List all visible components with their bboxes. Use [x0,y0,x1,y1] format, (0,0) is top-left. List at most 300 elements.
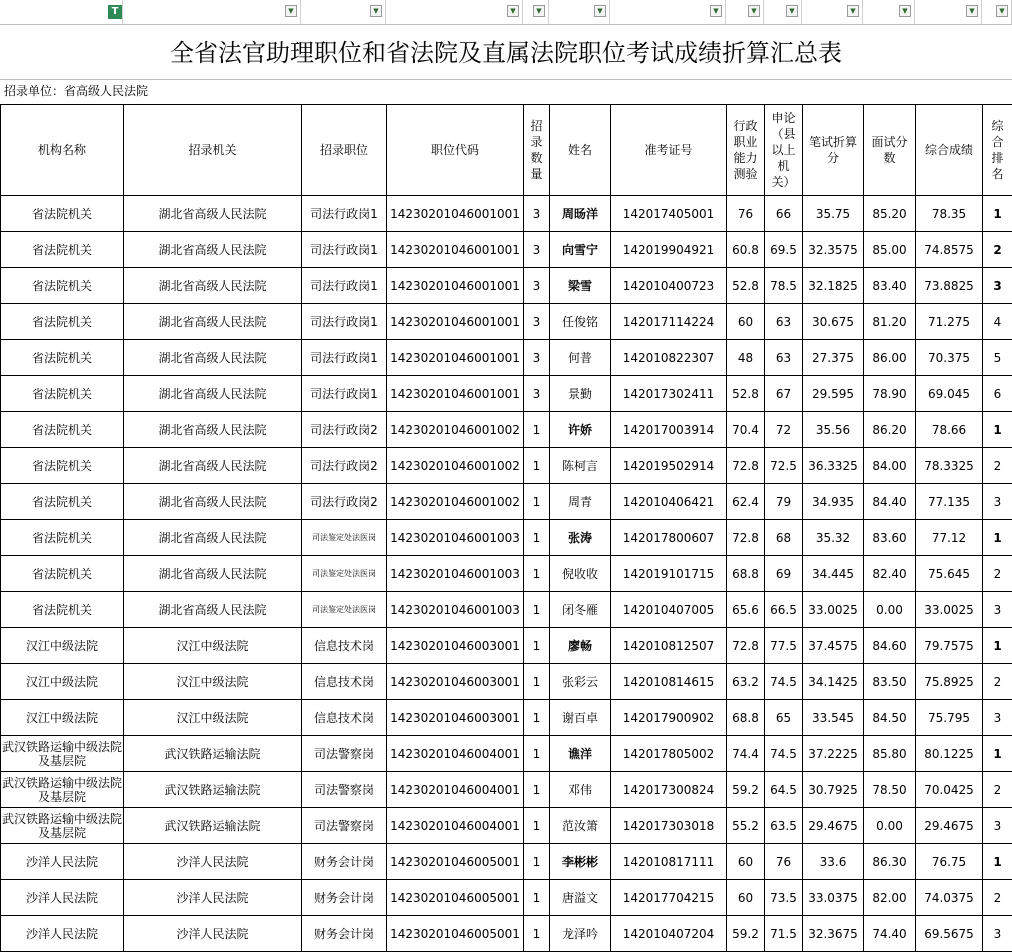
cell-written: 33.0025 [803,592,864,628]
sheet-title: 全省法官助理职位和省法院及直属法院职位考试成绩折算汇总表 [0,24,1012,80]
cell-org: 沙洋人民法院 [1,880,124,916]
cell-total: 75.8925 [916,664,983,700]
table-row [1,448,1012,484]
cell-agency: 湖北省高级人民法院 [124,592,302,628]
cell-interview: 84.40 [864,484,916,520]
cell-rank: 1 [983,844,1012,880]
cell-num: 1 [524,736,550,772]
cell-agency: 湖北省高级人民法院 [124,304,302,340]
cell-xz: 68.8 [727,700,765,736]
cell-xz: 62.4 [727,484,765,520]
cell-agency: 湖北省高级人民法院 [124,484,302,520]
cell-interview: 85.00 [864,232,916,268]
cell-num: 3 [524,304,550,340]
cell-position: 司法鉴定处法医岗 [302,592,387,628]
cell-total: 69.045 [916,376,983,412]
cell-xz: 48 [727,340,765,376]
table-row [1,664,1012,700]
filter-col-4 [386,0,523,24]
cell-org: 武汉铁路运输中级法院及基层院 [1,808,124,844]
cell-rank: 3 [983,700,1012,736]
cell-name: 周旸洋 [550,196,611,232]
score-table [0,104,1012,952]
cell-exam-id: 142017704215 [611,880,727,916]
cell-code: 14230201046004001 [387,736,524,772]
cell-exam-id: 142019101715 [611,556,727,592]
cell-num: 1 [524,880,550,916]
sheet-icon: T [108,5,122,19]
cell-interview: 78.50 [864,772,916,808]
cell-num: 3 [524,376,550,412]
cell-xz: 68.8 [727,556,765,592]
cell-rank: 1 [983,412,1012,448]
cell-org: 省法院机关 [1,484,124,520]
cell-code: 14230201046001002 [387,412,524,448]
cell-org: 省法院机关 [1,520,124,556]
cell-org: 武汉铁路运输中级法院及基层院 [1,736,124,772]
filter-dropdown-icon[interactable]: ▼ [710,5,722,17]
cell-xz: 52.8 [727,376,765,412]
cell-exam-id: 142017800607 [611,520,727,556]
cell-exam-id: 142019502914 [611,448,727,484]
cell-name: 倪收收 [550,556,611,592]
filter-col-5 [523,0,549,24]
cell-position: 司法行政岗2 [302,412,387,448]
cell-xz: 74.4 [727,736,765,772]
cell-num: 1 [524,520,550,556]
cell-code: 14230201046003001 [387,664,524,700]
filter-dropdown-icon[interactable]: ▼ [594,5,606,17]
filter-dropdown-icon[interactable]: ▼ [285,5,297,17]
filter-dropdown-icon[interactable]: ▼ [847,5,859,17]
cell-total: 71.275 [916,304,983,340]
cell-xz: 60 [727,304,765,340]
cell-exam-id: 142017900902 [611,700,727,736]
cell-position: 司法警察岗 [302,772,387,808]
cell-exam-id: 142010406421 [611,484,727,520]
cell-code: 14230201046001003 [387,592,524,628]
cell-org: 省法院机关 [1,196,124,232]
cell-xz: 72.8 [727,448,765,484]
cell-agency: 沙洋人民法院 [124,916,302,952]
cell-org: 沙洋人民法院 [1,844,124,880]
cell-num: 1 [524,808,550,844]
cell-code: 14230201046001003 [387,520,524,556]
cell-written: 33.6 [803,844,864,880]
cell-interview: 85.80 [864,736,916,772]
cell-rank: 3 [983,592,1012,628]
cell-exam-id: 142017405001 [611,196,727,232]
cell-agency: 武汉铁路运输法院 [124,772,302,808]
cell-position: 信息技术岗 [302,700,387,736]
table-row [1,772,1012,808]
cell-xz: 60 [727,880,765,916]
cell-code: 14230201046003001 [387,628,524,664]
table-row [1,484,1012,520]
cell-sl: 78.5 [765,268,803,304]
cell-agency: 湖北省高级人民法院 [124,232,302,268]
cell-num: 1 [524,772,550,808]
cell-interview: 83.50 [864,664,916,700]
cell-xz: 59.2 [727,916,765,952]
cell-written: 32.3675 [803,916,864,952]
cell-code: 14230201046005001 [387,844,524,880]
cell-sl: 66.5 [765,592,803,628]
cell-name: 范汝箫 [550,808,611,844]
cell-position: 财务会计岗 [302,916,387,952]
table-row [1,556,1012,592]
cell-org: 省法院机关 [1,448,124,484]
cell-total: 74.0375 [916,880,983,916]
table-row [1,520,1012,556]
cell-total: 78.66 [916,412,983,448]
column-header: 招 录 数 量 [524,105,550,196]
cell-sl: 73.5 [765,880,803,916]
cell-interview: 0.00 [864,592,916,628]
cell-num: 3 [524,268,550,304]
cell-agency: 武汉铁路运输法院 [124,808,302,844]
cell-name: 向雪宁 [550,232,611,268]
cell-exam-id: 142010407005 [611,592,727,628]
header-row [1,105,1012,196]
filter-dropdown-icon[interactable]: ▼ [786,5,798,17]
cell-num: 1 [524,664,550,700]
cell-sl: 63.5 [765,808,803,844]
cell-rank: 4 [983,304,1012,340]
cell-written: 29.4675 [803,808,864,844]
cell-written: 37.2225 [803,736,864,772]
cell-written: 36.3325 [803,448,864,484]
cell-position: 司法行政岗1 [302,376,387,412]
cell-rank: 1 [983,196,1012,232]
cell-org: 武汉铁路运输中级法院及基层院 [1,772,124,808]
cell-interview: 83.60 [864,520,916,556]
cell-sl: 69 [765,556,803,592]
cell-agency: 湖北省高级人民法院 [124,268,302,304]
cell-sl: 76 [765,844,803,880]
cell-position: 财务会计岗 [302,880,387,916]
cell-exam-id: 142010400723 [611,268,727,304]
filter-col-11 [863,0,915,24]
cell-sl: 66 [765,196,803,232]
cell-num: 3 [524,196,550,232]
cell-position: 司法行政岗1 [302,268,387,304]
filter-col-3 [301,0,386,24]
cell-rank: 3 [983,916,1012,952]
filter-col-1 [0,0,123,24]
cell-position: 司法行政岗1 [302,232,387,268]
cell-sl: 69.5 [765,232,803,268]
cell-interview: 74.40 [864,916,916,952]
cell-total: 75.795 [916,700,983,736]
cell-interview: 78.90 [864,376,916,412]
cell-rank: 1 [983,628,1012,664]
cell-code: 14230201046004001 [387,808,524,844]
cell-name: 景勤 [550,376,611,412]
cell-sl: 67 [765,376,803,412]
cell-org: 省法院机关 [1,556,124,592]
cell-exam-id: 142010814615 [611,664,727,700]
cell-sl: 72.5 [765,448,803,484]
table-row [1,232,1012,268]
cell-code: 14230201046005001 [387,916,524,952]
cell-position: 司法行政岗1 [302,196,387,232]
cell-code: 14230201046004001 [387,772,524,808]
cell-org: 省法院机关 [1,340,124,376]
cell-interview: 0.00 [864,808,916,844]
cell-exam-id: 142017302411 [611,376,727,412]
cell-total: 78.35 [916,196,983,232]
cell-total: 77.12 [916,520,983,556]
cell-num: 1 [524,844,550,880]
filter-col-7 [610,0,726,24]
cell-sl: 72 [765,412,803,448]
cell-code: 14230201046001001 [387,376,524,412]
cell-num: 1 [524,412,550,448]
cell-written: 34.1425 [803,664,864,700]
cell-written: 30.675 [803,304,864,340]
cell-sl: 63 [765,340,803,376]
cell-exam-id: 142010407204 [611,916,727,952]
table-row [1,880,1012,916]
cell-num: 3 [524,232,550,268]
cell-name: 李彬彬 [550,844,611,880]
cell-interview: 86.30 [864,844,916,880]
unit-label: 招录单位：省高级人民法院 [4,84,149,98]
cell-code: 14230201046001002 [387,484,524,520]
filter-dropdown-icon[interactable]: ▼ [996,5,1008,17]
cell-rank: 1 [983,520,1012,556]
cell-exam-id: 142010822307 [611,340,727,376]
cell-sl: 63 [765,304,803,340]
cell-total: 76.75 [916,844,983,880]
cell-name: 周青 [550,484,611,520]
cell-org: 省法院机关 [1,268,124,304]
table-row [1,268,1012,304]
cell-num: 1 [524,700,550,736]
cell-xz: 72.8 [727,520,765,556]
cell-name: 闭冬雁 [550,592,611,628]
cell-agency: 沙洋人民法院 [124,880,302,916]
cell-org: 省法院机关 [1,412,124,448]
table-body [1,196,1012,952]
cell-position: 信息技术岗 [302,664,387,700]
cell-xz: 60 [727,844,765,880]
cell-exam-id: 142017114224 [611,304,727,340]
cell-written: 32.1825 [803,268,864,304]
cell-rank: 2 [983,556,1012,592]
cell-org: 省法院机关 [1,592,124,628]
cell-agency: 湖北省高级人民法院 [124,340,302,376]
cell-num: 3 [524,340,550,376]
cell-position: 司法鉴定处法医岗 [302,520,387,556]
filter-col-12 [915,0,982,24]
cell-rank: 3 [983,268,1012,304]
table-row [1,304,1012,340]
cell-written: 35.56 [803,412,864,448]
cell-position: 司法行政岗1 [302,304,387,340]
cell-written: 35.75 [803,196,864,232]
cell-rank: 5 [983,340,1012,376]
cell-org: 汉江中级法院 [1,664,124,700]
table-row [1,844,1012,880]
cell-name: 邓伟 [550,772,611,808]
cell-xz: 70.4 [727,412,765,448]
cell-written: 33.545 [803,700,864,736]
cell-position: 司法警察岗 [302,808,387,844]
column-header: 笔试折算 分 [803,105,864,196]
column-header: 综合成绩 [916,105,983,196]
cell-name: 廖畅 [550,628,611,664]
cell-written: 27.375 [803,340,864,376]
cell-name: 任俊铭 [550,304,611,340]
column-header: 准考证号 [611,105,727,196]
cell-org: 省法院机关 [1,232,124,268]
table-row [1,736,1012,772]
cell-name: 张涛 [550,520,611,556]
table-row [1,592,1012,628]
cell-position: 信息技术岗 [302,628,387,664]
cell-rank: 1 [983,736,1012,772]
column-header: 综 合 排 名 [983,105,1012,196]
cell-interview: 82.00 [864,880,916,916]
cell-total: 33.0025 [916,592,983,628]
cell-rank: 2 [983,664,1012,700]
column-header: 行政 职业 能力 测验 [727,105,765,196]
filter-dropdown-icon[interactable]: ▼ [748,5,760,17]
cell-written: 35.32 [803,520,864,556]
cell-sl: 74.5 [765,736,803,772]
cell-code: 14230201046001002 [387,448,524,484]
cell-total: 29.4675 [916,808,983,844]
cell-agency: 汉江中级法院 [124,628,302,664]
cell-total: 75.645 [916,556,983,592]
cell-code: 14230201046001003 [387,556,524,592]
table-row [1,808,1012,844]
cell-agency: 湖北省高级人民法院 [124,448,302,484]
cell-written: 30.7925 [803,772,864,808]
filter-col-10 [802,0,863,24]
filter-dropdown-icon[interactable]: ▼ [899,5,911,17]
cell-xz: 72.8 [727,628,765,664]
column-header: 职位代码 [387,105,524,196]
cell-total: 70.0425 [916,772,983,808]
cell-agency: 湖北省高级人民法院 [124,412,302,448]
cell-sl: 71.5 [765,916,803,952]
cell-sl: 79 [765,484,803,520]
cell-agency: 汉江中级法院 [124,664,302,700]
cell-name: 何普 [550,340,611,376]
cell-written: 32.3575 [803,232,864,268]
filter-dropdown-icon[interactable]: ▼ [533,5,545,17]
cell-sl: 68 [765,520,803,556]
cell-exam-id: 142017303018 [611,808,727,844]
cell-exam-id: 142010817111 [611,844,727,880]
cell-code: 14230201046001001 [387,304,524,340]
filter-dropdown-icon[interactable]: ▼ [507,5,519,17]
cell-code: 14230201046001001 [387,268,524,304]
cell-sl: 64.5 [765,772,803,808]
cell-written: 37.4575 [803,628,864,664]
filter-col-6 [549,0,610,24]
cell-name: 许娇 [550,412,611,448]
cell-interview: 85.20 [864,196,916,232]
cell-code: 14230201046001001 [387,340,524,376]
cell-rank: 2 [983,880,1012,916]
cell-total: 80.1225 [916,736,983,772]
cell-rank: 6 [983,376,1012,412]
cell-position: 司法鉴定处法医岗 [302,556,387,592]
cell-agency: 沙洋人民法院 [124,844,302,880]
cell-name: 谯洋 [550,736,611,772]
cell-total: 70.375 [916,340,983,376]
cell-xz: 65.6 [727,592,765,628]
cell-xz: 55.2 [727,808,765,844]
table-row [1,340,1012,376]
cell-interview: 84.00 [864,448,916,484]
table-row [1,916,1012,952]
cell-num: 1 [524,916,550,952]
cell-total: 73.8825 [916,268,983,304]
cell-agency: 武汉铁路运输法院 [124,736,302,772]
table-row [1,412,1012,448]
cell-agency: 湖北省高级人民法院 [124,376,302,412]
cell-xz: 60.8 [727,232,765,268]
cell-xz: 63.2 [727,664,765,700]
filter-dropdown-icon[interactable]: ▼ [370,5,382,17]
cell-interview: 86.20 [864,412,916,448]
cell-total: 74.8575 [916,232,983,268]
cell-interview: 84.50 [864,700,916,736]
cell-code: 14230201046001001 [387,196,524,232]
filter-dropdown-icon[interactable]: ▼ [966,5,978,17]
cell-rank: 2 [983,772,1012,808]
cell-sl: 74.5 [765,664,803,700]
cell-exam-id: 142019904921 [611,232,727,268]
filter-row [0,0,1012,24]
table-row [1,700,1012,736]
cell-xz: 76 [727,196,765,232]
filter-col-2 [123,0,301,24]
cell-exam-id: 142017003914 [611,412,727,448]
column-header: 招录机关 [124,105,302,196]
filter-col-9 [764,0,802,24]
cell-code: 14230201046005001 [387,880,524,916]
column-header: 招录职位 [302,105,387,196]
cell-total: 69.5675 [916,916,983,952]
cell-agency: 湖北省高级人民法院 [124,556,302,592]
cell-num: 1 [524,628,550,664]
cell-rank: 3 [983,808,1012,844]
cell-name: 龙泽吟 [550,916,611,952]
table-row [1,196,1012,232]
cell-total: 78.3325 [916,448,983,484]
cell-code: 14230201046003001 [387,700,524,736]
cell-interview: 86.00 [864,340,916,376]
cell-xz: 52.8 [727,268,765,304]
filter-col-8 [726,0,764,24]
cell-org: 省法院机关 [1,376,124,412]
cell-name: 谢百卓 [550,700,611,736]
cell-agency: 湖北省高级人民法院 [124,196,302,232]
cell-sl: 65 [765,700,803,736]
cell-code: 14230201046001001 [387,232,524,268]
filter-col-13 [982,0,1012,24]
cell-name: 梁雪 [550,268,611,304]
cell-position: 司法行政岗1 [302,340,387,376]
cell-sl: 77.5 [765,628,803,664]
cell-position: 司法警察岗 [302,736,387,772]
